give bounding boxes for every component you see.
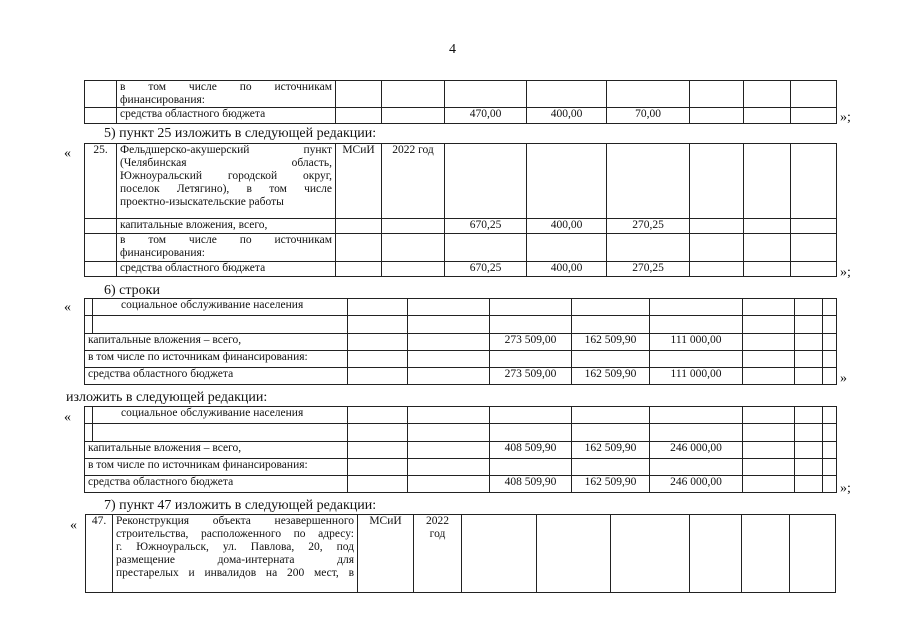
open-quote: « (64, 146, 71, 161)
value-cell: 162 509,90 (572, 442, 650, 459)
value-cell: 470,00 (445, 108, 527, 124)
row-text-financing-sources: в том числе по источникам финансирования: (117, 234, 336, 262)
value-cell: 273 509,00 (490, 368, 572, 385)
value-cell: 162 509,90 (572, 334, 650, 351)
value-cell: 670,25 (445, 262, 527, 277)
open-quote: « (70, 518, 77, 533)
row-text-capital-investments: капитальные вложения – всего, (85, 334, 348, 351)
item-name: Фельдшерско-акушерский пункт (Челябинская область, Южноуральский городской округ, поселок Летягино), в том числе проектно-изыскательские работы (117, 144, 336, 219)
value-cell: 246 000,00 (650, 442, 743, 459)
row-text-financing-sources: в том числе по источникам финансирования: (85, 459, 348, 476)
row-text-financing-sources: в том числе по источникам финансирования: (117, 81, 336, 108)
page-number: 4 (449, 42, 456, 57)
item-name: Реконструкция объекта незавершенного строительства, расположенного по адресу: г. Южноуральск, ул. Павлова, 20, под размещение дома-интерната для престарелых и инвалидов на 200 мест, в (113, 515, 358, 593)
value-cell: 400,00 (527, 108, 607, 124)
open-quote: « (64, 410, 71, 425)
value-cell: 400,00 (527, 262, 607, 277)
heading-item-5: 5) пункт 25 изложить в следующей редакции: (104, 126, 377, 141)
close-quote: »; (840, 265, 851, 280)
section-header: социальное обслуживание населения (93, 407, 348, 424)
year: 2022 год (414, 515, 462, 593)
table-continuation (84, 80, 837, 124)
section-header: социальное обслуживание населения (93, 299, 348, 316)
year: 2022 год (382, 144, 445, 219)
value-cell: 273 509,00 (490, 334, 572, 351)
close-quote: »; (840, 110, 851, 125)
heading-new-wording: изложить в следующей редакции: (66, 390, 268, 405)
table-item-47 (85, 514, 836, 593)
value-cell: 70,00 (607, 108, 690, 124)
value-cell: 670,25 (445, 219, 527, 234)
item-number: 25. (85, 144, 117, 219)
value-cell: 408 509,90 (490, 442, 572, 459)
value-cell: 162 509,90 (572, 476, 650, 493)
table-item-25 (84, 143, 837, 277)
row-text-regional-budget: средства областного бюджета (117, 108, 336, 124)
row-text-financing-sources: в том числе по источникам финансирования: (85, 351, 348, 368)
value-cell: 270,25 (607, 219, 690, 234)
agency: МСиИ (358, 515, 414, 593)
table-rows-old (84, 298, 837, 385)
table-rows-new (84, 406, 837, 493)
row-text-capital-investments: капитальные вложения – всего, (85, 442, 348, 459)
row-text-capital-investments: капитальные вложения, всего, (117, 219, 336, 234)
heading-item-6: 6) строки (104, 283, 160, 298)
open-quote: « (64, 300, 71, 315)
close-quote: » (840, 371, 847, 386)
item-number: 47. (86, 515, 113, 593)
value-cell: 111 000,00 (650, 334, 743, 351)
value-cell: 162 509,90 (572, 368, 650, 385)
row-text-regional-budget: средства областного бюджета (85, 476, 348, 493)
value-cell: 270,25 (607, 262, 690, 277)
row-text-regional-budget: средства областного бюджета (85, 368, 348, 385)
value-cell: 408 509,90 (490, 476, 572, 493)
close-quote: »; (840, 481, 851, 496)
value-cell: 111 000,00 (650, 368, 743, 385)
row-text-regional-budget: средства областного бюджета (117, 262, 336, 277)
value-cell: 246 000,00 (650, 476, 743, 493)
agency: МСиИ (336, 144, 382, 219)
heading-item-7: 7) пункт 47 изложить в следующей редакции: (104, 498, 377, 513)
value-cell: 400,00 (527, 219, 607, 234)
